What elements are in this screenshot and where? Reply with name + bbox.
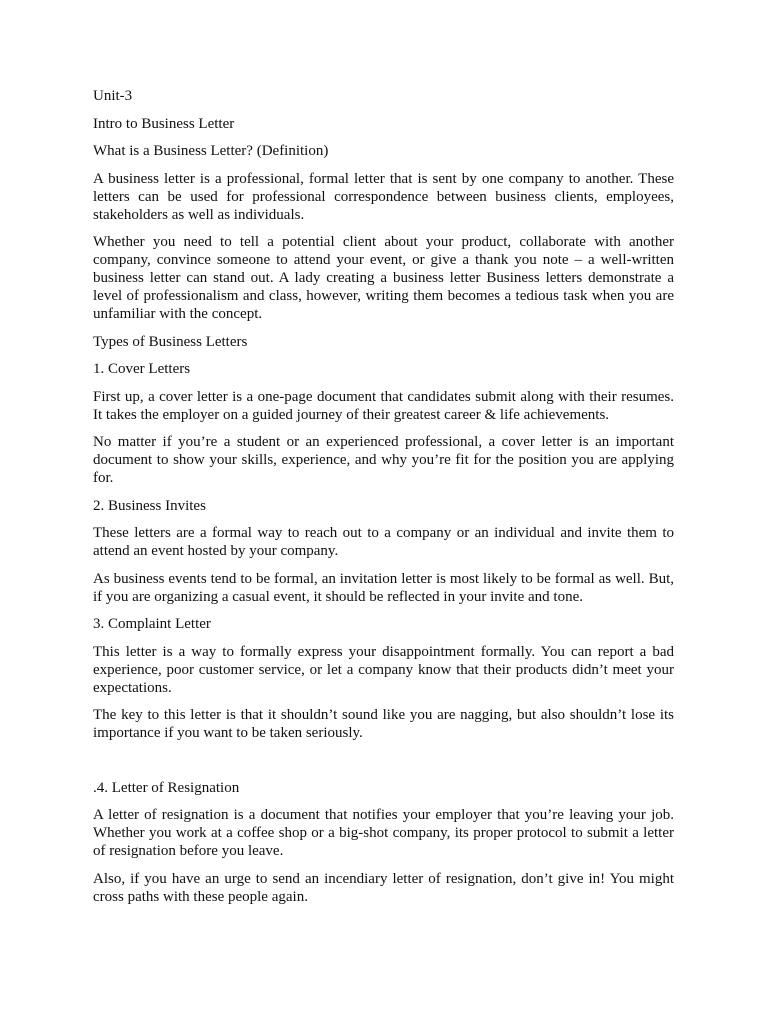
section-heading-business-invites: 2. Business Invites bbox=[93, 497, 206, 514]
section-heading-complaint-letter: 3. Complaint Letter bbox=[93, 616, 211, 632]
section-paragraph: As business events tend to be formal, an invitation letter is most likely to be formal as well. But, if you are organizing a casual event, it should be reflected in your invite and tone. bbox=[93, 570, 674, 605]
section-paragraph: This letter is a way to formally express your disappointment formally. You can report a bad experience, poor customer service, or let a company know that their products didn’t meet your expectations. bbox=[93, 643, 674, 696]
types-heading: Types of Business Letters bbox=[93, 333, 248, 350]
section-paragraph: A letter of resignation is a document that notifies your employer that you’re leaving your job. Whether you work at a coffee shop or a big-shot company, its proper protocol to submit a letter of resignation before you leave. bbox=[93, 807, 674, 859]
section-paragraph: These letters are a formal way to reach out to a company or an individual and invite them to attend an event hosted by your company. bbox=[93, 525, 674, 559]
section-paragraph: No matter if you’re a student or an experienced professional, a cover letter is an important document to show your skills, experience, and why you’re fit for the position you are applying for. bbox=[93, 434, 674, 486]
blank-line bbox=[93, 752, 674, 779]
document-page bbox=[93, 87, 674, 915]
section-paragraph: The key to this letter is that it shouldn’t sound like you are nagging, but also shouldn’t lose its importance if you want to be taken seriously. bbox=[93, 707, 674, 741]
section-heading-cover-letters: 1. Cover Letters bbox=[93, 361, 191, 377]
document-title: Intro to Business Letter bbox=[93, 115, 235, 132]
section-paragraph: First up, a cover letter is a one-page document that candidates submit along with their resumes. It takes the employer on a guided journey of their greatest career & life achievements. bbox=[93, 388, 674, 423]
unit-label: Unit-3 bbox=[93, 88, 133, 104]
section-paragraph: Also, if you have an urge to send an incendiary letter of resignation, don’t give in! You might cross paths with these people again. bbox=[93, 870, 674, 905]
section-heading-letter-of-resignation: .4. Letter of Resignation bbox=[93, 779, 240, 796]
definition-heading: What is a Business Letter? (Definition) bbox=[93, 143, 329, 159]
definition-paragraph: A business letter is a professional, formal letter that is sent by one company to another. These letters can be used for professional correspondence between business clients, employees, stakeholders as well as individuals. bbox=[93, 170, 674, 223]
definition-paragraph: Whether you need to tell a potential client about your product, collaborate with another company, convince someone to attend your event, or give a thank you note – a well-written business letter can stand out. A lady creating a business letter Business letters demonstrate a level of professionalism and class, however, writing them becomes a tedious task when you are unfamiliar with the concept. bbox=[93, 234, 674, 322]
